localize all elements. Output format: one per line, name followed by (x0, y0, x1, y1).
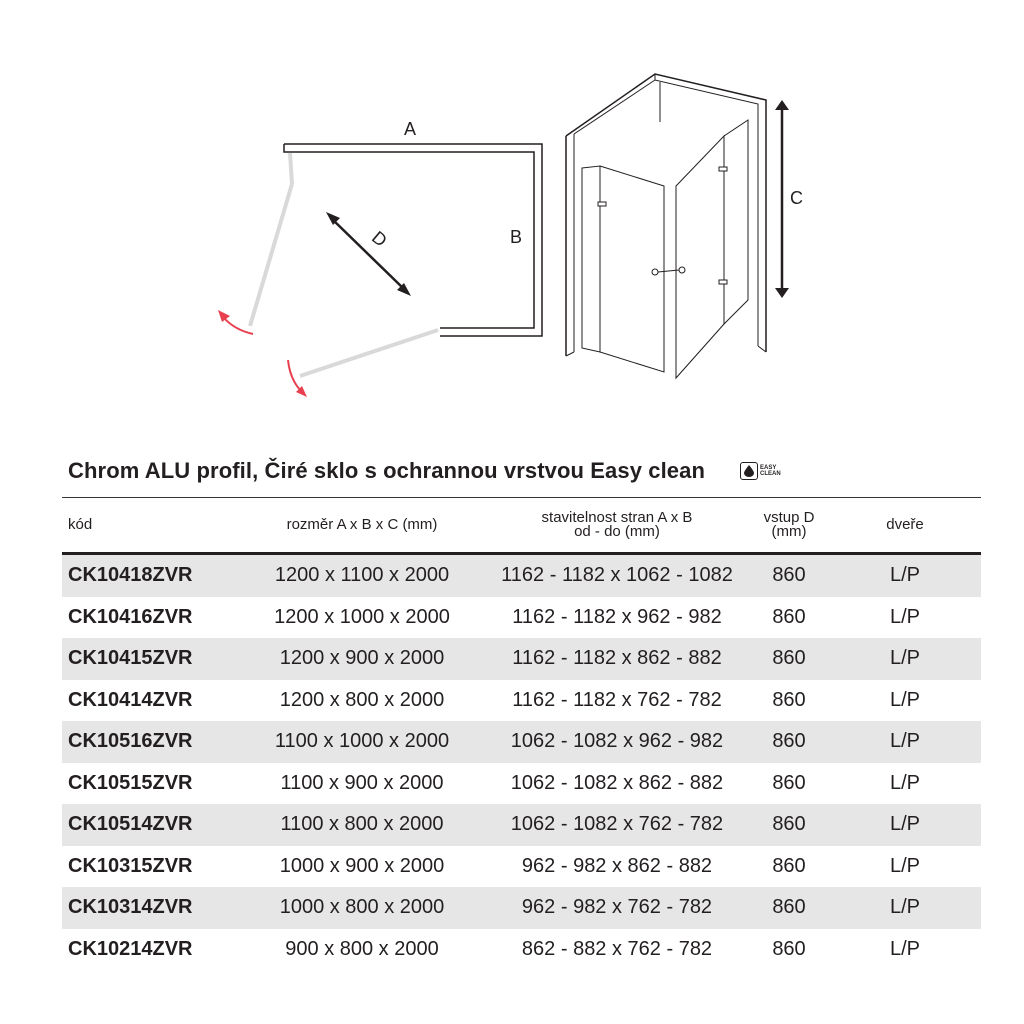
cell-code: CK10516ZVR (68, 730, 193, 753)
cell-code: CK10214ZVR (68, 937, 193, 960)
table-row (62, 929, 981, 971)
plan-door-left (250, 184, 292, 326)
cell-entry: 860 (772, 564, 806, 587)
cell-door: L/P (889, 937, 921, 960)
cell-entry: 860 (772, 813, 806, 836)
swing-arrow-bottom (288, 360, 302, 392)
table-row (62, 638, 981, 680)
cell-size: 1100 x 1000 x 2000 (274, 730, 450, 753)
cell-entry: 860 (772, 647, 806, 670)
header-adjustment-line1: stavitelnost stran A x B (541, 509, 693, 526)
d-dimension-line (331, 218, 405, 290)
table-row (62, 763, 981, 805)
badge-text (760, 465, 781, 477)
table-row (62, 597, 981, 639)
cell-adjustment: 1162 - 1182 x 862 - 882 (512, 647, 722, 670)
cell-door: L/P (889, 730, 921, 753)
diagram-area (0, 0, 1024, 430)
cell-code: CK10315ZVR (68, 854, 193, 877)
header-entry (752, 498, 826, 552)
cell-adjustment: 862 - 882 x 762 - 782 (521, 937, 713, 960)
shower-diagrams (0, 0, 1024, 430)
table-row (62, 721, 981, 763)
cell-code: CK10314ZVR (68, 896, 193, 919)
header-code: kód (68, 516, 93, 533)
header-entry-line1: vstup D (763, 509, 815, 526)
plan-wall-inner (284, 144, 534, 328)
label-d: D (368, 227, 391, 251)
swing-arrow-left (224, 318, 253, 334)
cell-door: L/P (889, 647, 921, 670)
cell-adjustment: 1162 - 1182 x 1062 - 1082 (501, 564, 733, 587)
table-body (62, 555, 981, 970)
cell-door: L/P (889, 771, 921, 794)
cell-adjustment: 962 - 982 x 762 - 782 (521, 896, 713, 919)
cell-size: 1100 x 800 x 2000 (280, 813, 444, 836)
cell-entry: 860 (772, 605, 806, 628)
header-entry-line2: (mm) (771, 523, 807, 540)
label-b: B (510, 227, 523, 247)
table-row (62, 887, 981, 929)
cell-entry: 860 (772, 730, 806, 753)
table-row (62, 555, 981, 597)
cell-size: 1000 x 900 x 2000 (279, 854, 445, 877)
label-c: C (790, 188, 803, 208)
table-header (62, 498, 981, 555)
cell-adjustment: 1162 - 1182 x 962 - 982 (512, 605, 722, 628)
product-table (62, 497, 981, 970)
cell-entry: 860 (772, 771, 806, 794)
table-row (62, 680, 981, 722)
header-adjustment-line2: od - do (mm) (574, 523, 660, 540)
label-a: A (404, 119, 417, 139)
cell-adjustment: 1062 - 1082 x 762 - 782 (510, 813, 724, 836)
cell-door: L/P (889, 896, 921, 919)
plan-wall-outline (284, 144, 542, 336)
page-title: Chrom ALU profil, Čiré sklo s ochrannou vrstvou Easy clean (68, 458, 706, 483)
plan-door-bottom (300, 330, 438, 376)
cell-size: 1000 x 800 x 2000 (279, 896, 445, 919)
header-size: rozměr A x B x C (mm) (286, 516, 438, 533)
perspective-view (566, 74, 789, 378)
cell-code: CK10415ZVR (68, 647, 193, 670)
cell-size: 900 x 800 x 2000 (285, 937, 439, 960)
plan-view (218, 144, 542, 397)
cell-entry: 860 (772, 854, 806, 877)
cell-adjustment: 1162 - 1182 x 762 - 782 (512, 688, 722, 711)
badge-line-2: CLEAN (760, 471, 781, 477)
cell-code: CK10414ZVR (68, 688, 193, 711)
header-door: dveře (886, 516, 924, 533)
cell-entry: 860 (772, 937, 806, 960)
cell-code: CK10416ZVR (68, 605, 193, 628)
table-row (62, 846, 981, 888)
cell-door: L/P (889, 854, 921, 877)
cell-size: 1200 x 900 x 2000 (279, 647, 445, 670)
cell-entry: 860 (772, 688, 806, 711)
cell-entry: 860 (772, 896, 806, 919)
header-adjustment (482, 498, 752, 552)
cell-door: L/P (889, 688, 921, 711)
cell-size: 1200 x 800 x 2000 (279, 688, 445, 711)
cell-size: 1200 x 1000 x 2000 (274, 605, 450, 628)
cell-size: 1100 x 900 x 2000 (280, 771, 444, 794)
cell-adjustment: 1062 - 1082 x 862 - 882 (510, 771, 724, 794)
cell-adjustment: 962 - 982 x 862 - 882 (521, 854, 713, 877)
cell-code: CK10515ZVR (68, 771, 193, 794)
water-drop-icon (740, 462, 758, 480)
cell-adjustment: 1062 - 1082 x 962 - 982 (510, 730, 724, 753)
easy-clean-badge (740, 462, 781, 480)
table-row (62, 804, 981, 846)
cell-door: L/P (889, 605, 921, 628)
cell-code: CK10418ZVR (68, 564, 193, 587)
badge-line-1: EASY (760, 465, 777, 471)
cell-code: CK10514ZVR (68, 813, 193, 836)
cell-door: L/P (889, 813, 921, 836)
cell-size: 1200 x 1100 x 2000 (274, 564, 450, 587)
cell-door: L/P (889, 564, 921, 587)
